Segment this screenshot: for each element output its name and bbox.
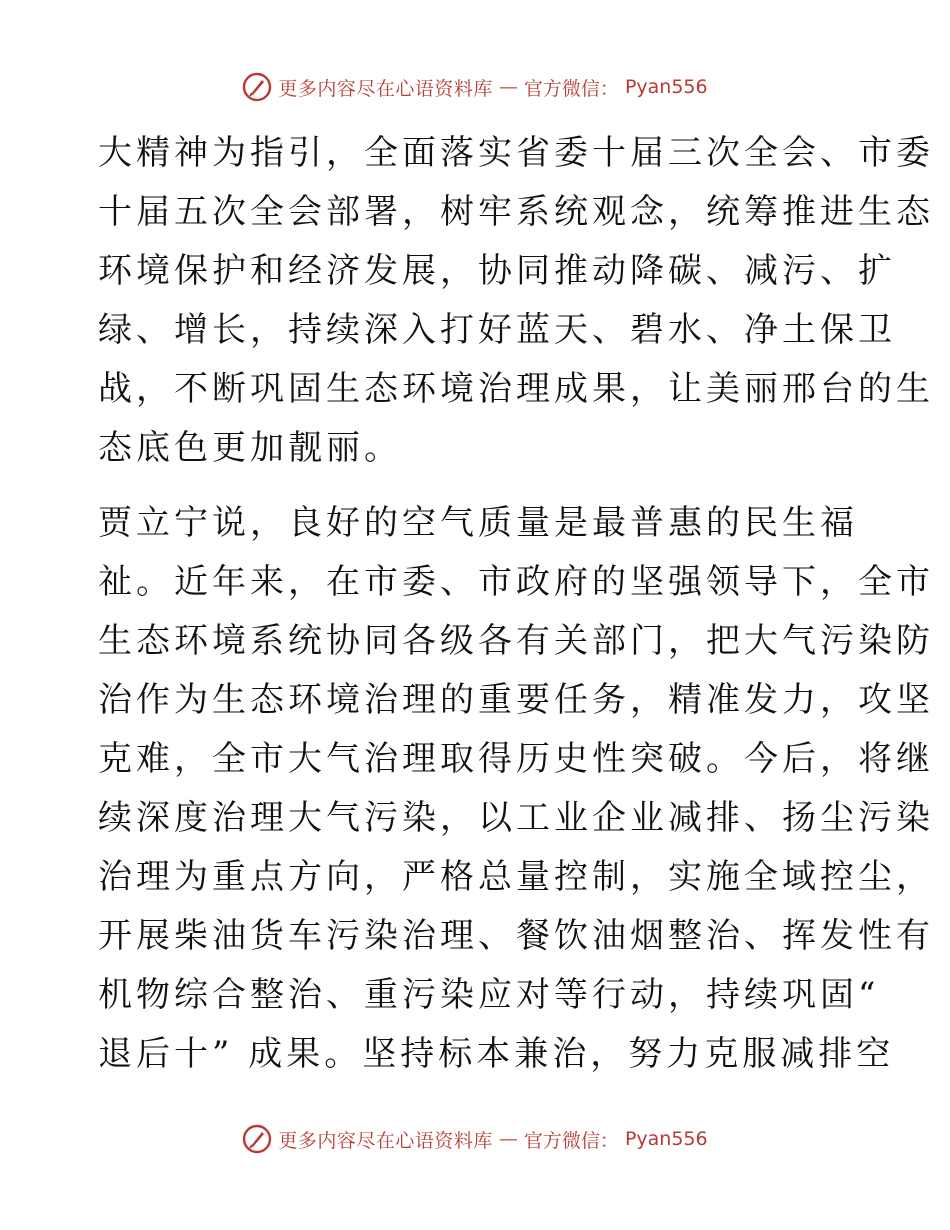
header-banner-dash: — — [498, 76, 518, 98]
text-line: 贾立宁说，良好的空气质量是最普惠的民生福 — [98, 503, 858, 543]
footer-banner — [0, 1124, 950, 1154]
text-line: 治作为生态环境治理的重要任务，精准发力，攻坚 — [98, 680, 934, 720]
text-line: 克难，全市大气治理取得历史性突破。今后，将继 — [98, 739, 934, 779]
footer-wechat-id: Pyan556 — [624, 1128, 708, 1150]
footer-banner-text: 更多内容尽在心语资料库 — [278, 1129, 493, 1152]
header-wechat-id: Pyan556 — [624, 76, 708, 98]
text-line: 生态环境系统协同各级各有关部门，把大气污染防 — [98, 621, 934, 661]
footer-wechat-label: 官方微信： — [523, 1129, 619, 1152]
text-line: 大精神为指引，全面落实省委十届三次全会、市委 — [98, 133, 934, 173]
text-line: 机物综合整治、重污染应对等行动，持续巩固“ — [98, 975, 880, 1015]
footer-banner-dash: — — [498, 1128, 518, 1150]
text-line: 战，不断巩固生态环境治理成果，让美丽邢台的生 — [98, 369, 934, 409]
paragraph — [98, 494, 934, 1084]
paragraph — [98, 124, 934, 478]
text-line: 绿、增长，持续深入打好蓝天、碧水、净土保卫 — [98, 310, 896, 350]
text-line: 态底色更加靓丽。 — [98, 428, 402, 468]
text-line: 续深度治理大气污染，以工业企业减排、扬尘污染 — [98, 798, 934, 838]
article-body — [98, 124, 934, 1084]
text-line: 治理为重点方向，严格总量控制，实施全域控尘， — [98, 857, 934, 897]
text-line: 十届五次全会部署，树牢系统观念，统筹推进生态 — [98, 192, 934, 232]
quill-pen-logo-icon — [242, 1124, 272, 1154]
header-banner — [0, 72, 950, 102]
quill-pen-logo-icon — [242, 72, 272, 102]
text-line: 祉。近年来，在市委、市政府的坚强领导下，全市 — [98, 562, 934, 602]
header-wechat-label: 官方微信： — [523, 77, 619, 100]
header-banner-text: 更多内容尽在心语资料库 — [278, 77, 493, 100]
text-line: 退后十” 成果。坚持标本兼治，努力克服减排空 — [98, 1034, 895, 1074]
text-line: 环境保护和经济发展，协同推动降碳、减污、扩 — [98, 251, 896, 291]
text-line: 开展柴油货车污染治理、餐饮油烟整治、挥发性有 — [98, 916, 934, 956]
